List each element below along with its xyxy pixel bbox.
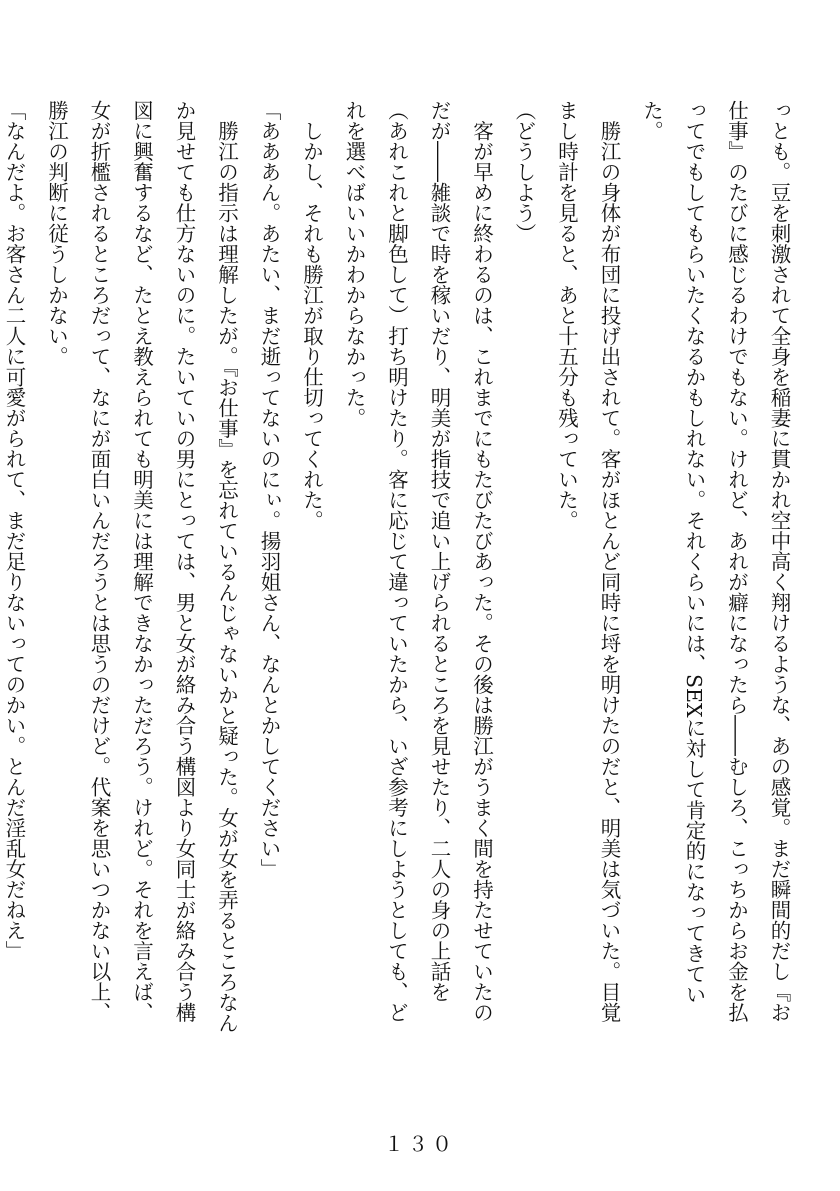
paragraph-4: 客が早めに終わるのは、これまでにもたびたびあった。その後は勝江がうまく間を持たせていたのだが――雑談で時を稼いだり、明美が指技で追い上げられるところを見せたり、二人の身の上話を（あれこれと脚色して）打ち明けたり。客に応じて違っていたから、いざ参考にしようとしても、どれを選べばいいかわからなかった。 bbox=[342, 100, 494, 1023]
body-text bbox=[2, 100, 800, 1035]
paragraph-7: 勝江の指示は理解したが。『お仕事』を忘れているんじゃないかと疑った。女が女を弄るところなんか見せても仕方ないのに。たいていの男にとっては、男と女が絡み合う構図より女同士が絡み合う構図に興奮するなど、たとえ教えられても明美には理解できなかっただろう。けれど。それを言えば、女が折檻されるところだって、なにが面白いんだろうとは思うのだけど。代案を思いつかない以上、勝江の判断に従うしかない。 bbox=[44, 100, 239, 1033]
paragraph-3: （どうしよう） bbox=[512, 100, 536, 244]
paragraph-2: 勝江の身体が布団に投げ出されて。客がほとんど同時に埒を明けたのだと、明美は気づいた。目覚まし時計を見ると、あと十五分も残っていた。 bbox=[554, 100, 621, 1023]
paragraph-5: しかし、それも勝江が取り仕切ってくれた。 bbox=[299, 100, 324, 531]
page-number: １３０ bbox=[384, 1132, 456, 1156]
paragraph-8: 「なんだよ。お客さん二人に可愛がられて、まだ足りないってのかい。とんだ淫乱女だねえ」 bbox=[2, 100, 26, 961]
paragraph-1: っとも。豆を刺激されて全身を稲妻に貫かれ空中高く翔けるような、あの感覚。まだ瞬間的だし『お仕事』のたびに感じるわけでもない。けれど、あれが癖になったら――むしろ、こっちからお金を払ってでもしてもらいたくなるかもしれない。それくらいには、SEXに対して肯定的になってきていた。 bbox=[639, 100, 791, 1023]
paragraph-6: 「あああん。あたい、まだ逝ってないのにぃ。揚羽姐さん、なんとかしてください」 bbox=[257, 100, 281, 879]
